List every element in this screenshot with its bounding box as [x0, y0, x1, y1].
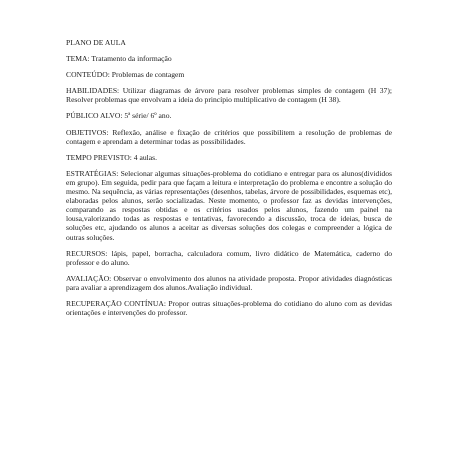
objectives-paragraph: OBJETIVOS: Reflexão, análise e fixação de critérios que possibilitem a resolução de problemas de contagem e aprendam a determinar todas as possibilidades.: [66, 127, 392, 146]
content-paragraph: CONTEÚDO: Problemas de contagem: [66, 70, 185, 80]
recovery-paragraph: RECUPERAÇÃO CONTÍNUA: Propor outras situações-problema do cotidiano do aluno com as devidas orientações e intervenções do professor.: [66, 298, 392, 318]
audience-paragraph: PÚBLICO ALVO: 5ª série/ 6º ano.: [66, 111, 172, 121]
resources-paragraph: RECURSOS: lápis, papel, borracha, calculadora comum, livro didático de Matemática, caderno do professor e do aluno.: [66, 248, 392, 267]
skills-paragraph: HABILIDADES: Utilizar diagramas de árvore para resolver problemas simples de contagem (H 37); Resolver problemas que envolvam a ideia do princípio multiplicativo de contagem (H 38).: [66, 86, 392, 105]
document-title: PLANO DE AULA: [66, 38, 126, 47]
lesson-plan-text: [66, 38, 392, 324]
strategies-paragraph: ESTRATÉGIAS: Selecionar algumas situações-problema do cotidiano e entregar para os alunos(divididos em grupo). Em seguida, pedir para que façam a leitura e interpretação do problema e encontre a solução do mesmo. Na sequência, as várias representações (desenhos, tabelas, árvore de possibilidades, esquemas etc), elaboradas pelos alunos, serão socializadas. Neste momento, o professor faz as devidas intervenções, comparando as respostas obtidas e os critérios usados pelos alunos, fazendo um painel na lousa,valorizando todas as respostas e tentativas, favorecendo a discussão, troca de ideias, busca de soluções etc, ajudando os alunos a aceitar as diversas soluções dos colegas e compreender a lógica de outras soluções.: [66, 168, 392, 242]
topic-paragraph: TEMA: Tratamento da informação: [66, 54, 172, 64]
evaluation-paragraph: AVALIAÇÃO: Observar o envolvimento dos alunos na atividade proposta. Propor atividades diagnósticas para avaliar a aprendizagem dos alunos.Avaliação individual.: [66, 273, 392, 292]
duration-paragraph: TEMPO PREVISTO: 4 aulas.: [66, 152, 157, 162]
